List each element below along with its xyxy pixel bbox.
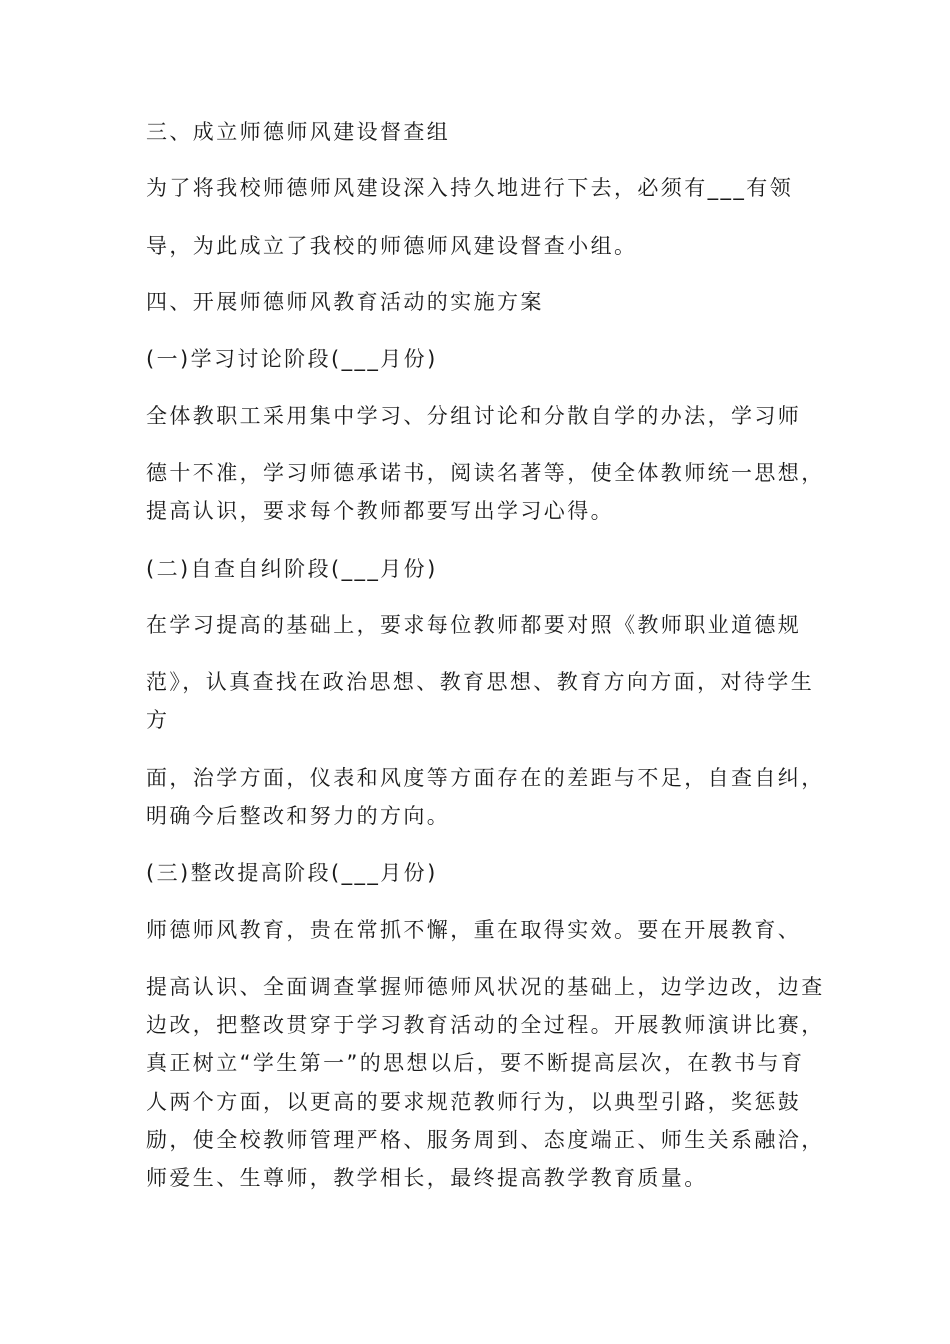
- paragraph-line: 明确今后整改和努力的方向。: [146, 804, 451, 828]
- paragraph-line: 人两个方面，以更高的要求规范教师行为，以典型引路，奖惩鼓: [146, 1090, 802, 1114]
- paragraph-line: 边改，把整改贯穿于学习教育活动的全过程。开展教师演讲比赛，: [146, 1013, 825, 1037]
- paragraph-line: 师德师风教育，贵在常抓不懈，重在取得实效。要在开展教育、: [146, 918, 802, 942]
- paragraph-line: 真正树立“学生第一”的思想以后，要不断提高层次，在教书与育: [146, 1051, 805, 1075]
- subsection-heading-3: (三)整改提高阶段(___月份): [146, 861, 438, 885]
- subsection-heading-1: (一)学习讨论阶段(___月份): [146, 347, 438, 371]
- section-heading-4: 四、开展师德师风教育活动的实施方案: [146, 290, 544, 314]
- subsection-heading-2: (二)自查自纠阶段(___月份): [146, 557, 438, 581]
- paragraph-line: 德十不准，学习师德承诺书，阅读名著等，使全体教师统一思想，: [146, 461, 825, 485]
- paragraph-line: 面，治学方面，仪表和风度等方面存在的差距与不足，自查自纠，: [146, 766, 825, 790]
- paragraph-line: 励，使全校教师管理严格、服务周到、态度端正、师生关系融洽，: [146, 1128, 825, 1152]
- paragraph-line: 方: [146, 708, 170, 732]
- paragraph-line: 全体教职工采用集中学习、分组讨论和分散自学的办法，学习师: [146, 404, 802, 428]
- paragraph-line: 提高认识，要求每个教师都要写出学习心得。: [146, 499, 614, 523]
- paragraph-line: 在学习提高的基础上，要求每位教师都要对照《教师职业道德规: [146, 613, 802, 637]
- section-heading-3: 三、成立师德师风建设督查组: [146, 120, 451, 144]
- paragraph-line: 导，为此成立了我校的师德师风建设督查小组。: [146, 234, 638, 258]
- paragraph-line: 提高认识、全面调查掌握师德师风状况的基础上，边学边改，边查: [146, 975, 825, 999]
- paragraph-line: 师爱生、生尊师，教学相长，最终提高教学教育质量。: [146, 1166, 708, 1190]
- paragraph-line: 为了将我校师德师风建设深入持久地进行下去，必须有___有领: [146, 176, 794, 200]
- paragraph-line: 范》，认真查找在政治思想、教育思想、教育方向方面，对待学生: [146, 670, 815, 694]
